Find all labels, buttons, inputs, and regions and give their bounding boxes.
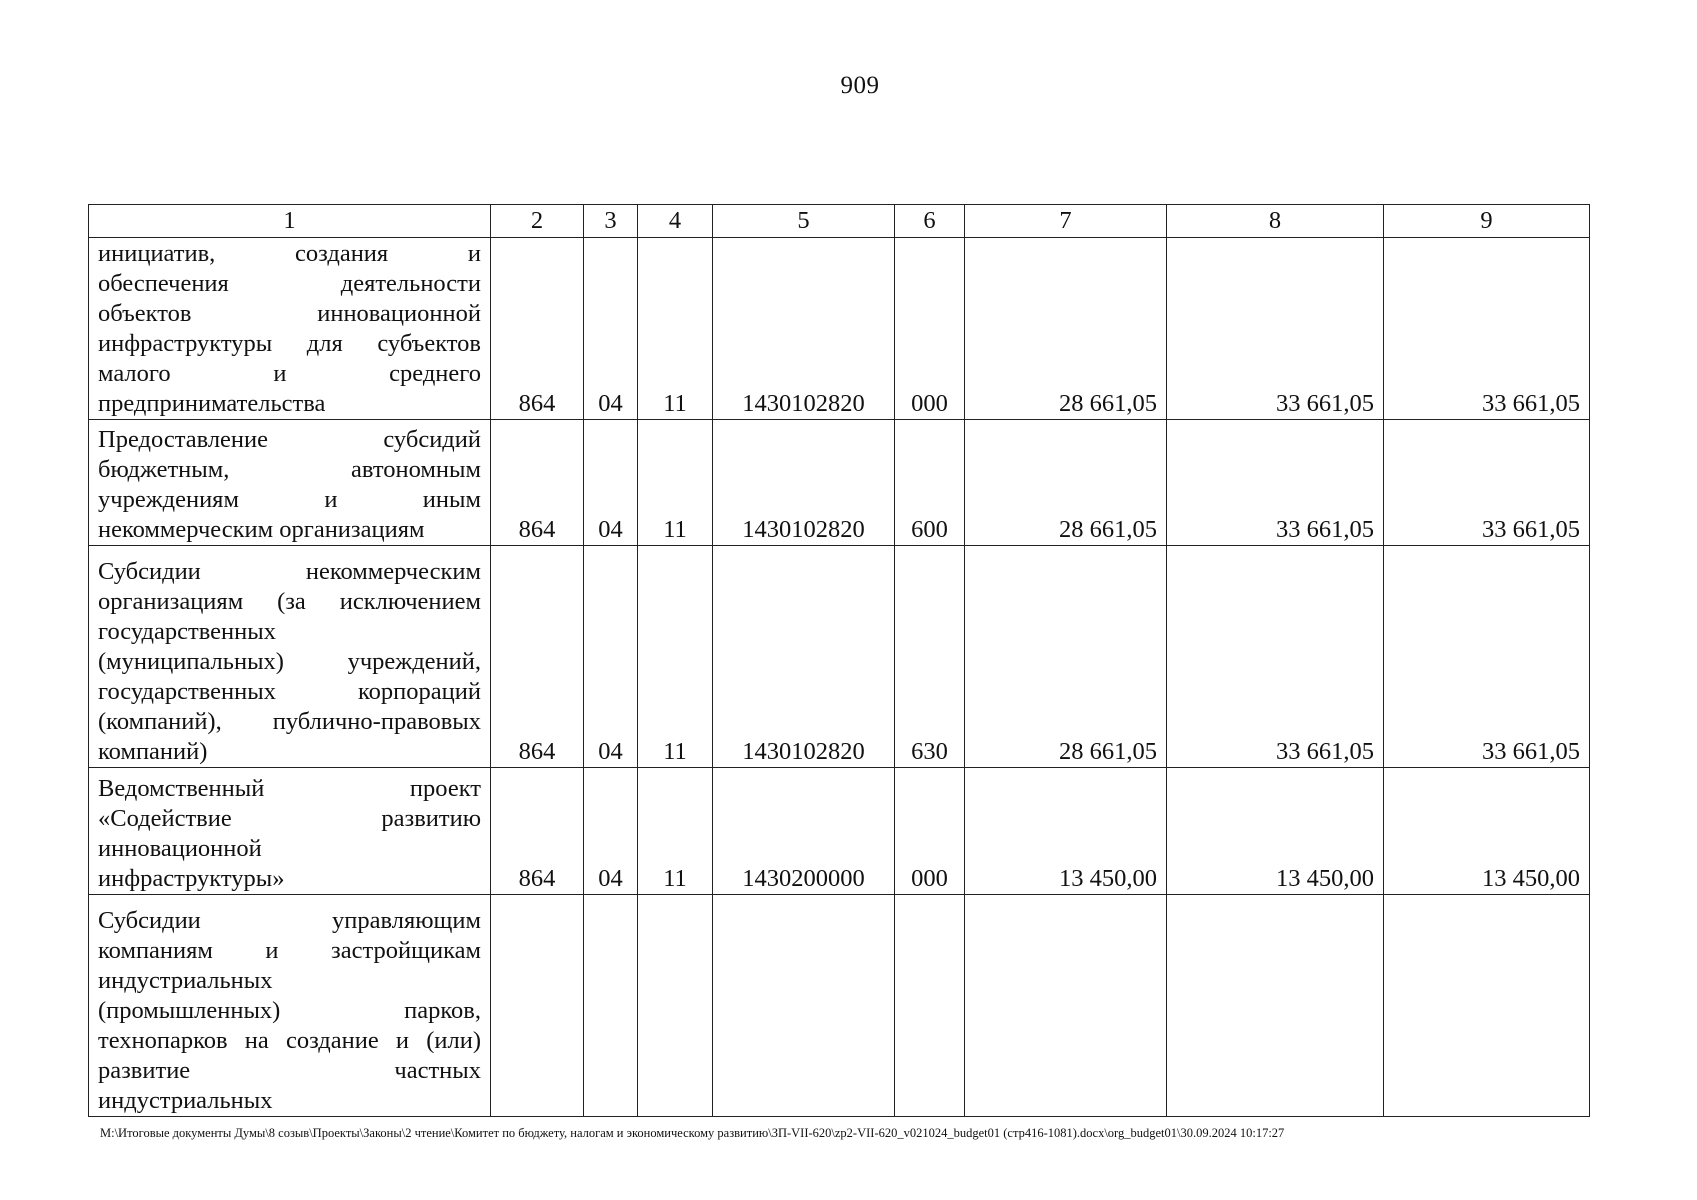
target-article-cell: 1430102820 — [713, 546, 895, 768]
description-line: учреждениям и иным — [98, 486, 481, 513]
column-header: 9 — [1384, 205, 1590, 238]
description-line: инфраструктуры для субъектов — [98, 330, 481, 357]
column-header: 8 — [1167, 205, 1384, 238]
subsection-code-cell: 11 — [638, 768, 713, 895]
row-description — [89, 768, 491, 895]
amount-year3-cell: 33 661,05 — [1384, 238, 1590, 420]
description-line: некоммерческим организациям — [98, 516, 425, 543]
table-row — [89, 238, 1590, 420]
description-line: Ведомственный проект — [98, 775, 481, 802]
description-line: Предоставление субсидий — [98, 426, 481, 453]
amount-year2-cell: 33 661,05 — [1167, 238, 1384, 420]
amount-year2-cell: 33 661,05 — [1167, 420, 1384, 546]
column-header: 1 — [89, 205, 491, 238]
expense-type-cell: 630 — [895, 546, 965, 768]
table-row — [89, 420, 1590, 546]
target-article-cell: 1430102820 — [713, 420, 895, 546]
description-line: инициатив, создания и — [98, 240, 481, 267]
expense-type-cell: 000 — [895, 768, 965, 895]
amount-year3-cell: 33 661,05 — [1384, 546, 1590, 768]
description-line: инновационной — [98, 835, 262, 862]
description-line: (компаний), публично-правовых — [98, 708, 481, 735]
amount-year3-cell: 33 661,05 — [1384, 420, 1590, 546]
amount-year1-cell: 28 661,05 — [965, 238, 1167, 420]
amount-year2-cell: 33 661,05 — [1167, 546, 1384, 768]
description-line: организациям (за исключением — [98, 588, 481, 615]
description-line: государственных корпораций — [98, 678, 481, 705]
description-line: малого и среднего — [98, 360, 481, 387]
table-row — [89, 546, 1590, 768]
file-path-footer: M:\Итоговые документы Думы\8 созыв\Проекты\Законы\2 чтение\Комитет по бюджету, налогам и экономическому развитию\ЗП-VII-620\zp2-VII-620_v021024_budget01 (стр416-1081).docx\org_budget01\30.09.2024 10:17:27 — [100, 1126, 1285, 1140]
description-line: индустриальных — [98, 1087, 273, 1114]
section-code-cell: 04 — [584, 238, 638, 420]
description-line: (муниципальных) учреждений, — [98, 648, 481, 675]
target-article-cell: 1430200000 — [713, 768, 895, 895]
subsection-code-cell: 11 — [638, 238, 713, 420]
column-header: 7 — [965, 205, 1167, 238]
row-description — [89, 238, 491, 420]
description-line: компаниям и застройщикам — [98, 937, 481, 964]
row-description — [89, 420, 491, 546]
department-code-cell — [491, 895, 584, 1117]
expense-type-cell — [895, 895, 965, 1117]
subsection-code-cell — [638, 895, 713, 1117]
description-line: индустриальных — [98, 967, 273, 994]
section-code-cell: 04 — [584, 420, 638, 546]
column-header: 3 — [584, 205, 638, 238]
department-code-cell: 864 — [491, 546, 584, 768]
amount-year3-cell: 13 450,00 — [1384, 768, 1590, 895]
table-row — [89, 895, 1590, 1117]
description-line: Субсидии некоммерческим — [98, 558, 481, 585]
subsection-code-cell: 11 — [638, 546, 713, 768]
description-line: развитие частных — [98, 1057, 481, 1084]
description-line: «Содействие развитию — [98, 805, 481, 832]
description-line: инфраструктуры» — [98, 865, 285, 892]
subsection-code-cell: 11 — [638, 420, 713, 546]
expense-type-cell: 600 — [895, 420, 965, 546]
section-code-cell: 04 — [584, 768, 638, 895]
column-header: 2 — [491, 205, 584, 238]
section-code-cell: 04 — [584, 546, 638, 768]
column-header: 5 — [713, 205, 895, 238]
description-line: компаний) — [98, 738, 208, 765]
description-line: технопарков на создание и (или) — [98, 1027, 481, 1054]
section-code-cell — [584, 895, 638, 1117]
column-header: 6 — [895, 205, 965, 238]
target-article-cell: 1430102820 — [713, 238, 895, 420]
amount-year2-cell — [1167, 895, 1384, 1117]
page-number: 909 — [840, 72, 880, 99]
description-line: обеспечения деятельности — [98, 270, 481, 297]
department-code-cell: 864 — [491, 768, 584, 895]
description-line: (промышленных) парков, — [98, 997, 481, 1024]
table-header-row — [89, 205, 1590, 238]
description-line: объектов инновационной — [98, 300, 481, 327]
amount-year1-cell: 13 450,00 — [965, 768, 1167, 895]
amount-year1-cell: 28 661,05 — [965, 546, 1167, 768]
description-line: предпринимательства — [98, 390, 326, 417]
target-article-cell — [713, 895, 895, 1117]
expense-type-cell: 000 — [895, 238, 965, 420]
department-code-cell: 864 — [491, 238, 584, 420]
amount-year1-cell — [965, 895, 1167, 1117]
description-line: бюджетным, автономным — [98, 456, 481, 483]
description-line: государственных — [98, 618, 276, 645]
table-row — [89, 768, 1590, 895]
column-header: 4 — [638, 205, 713, 238]
department-code-cell: 864 — [491, 420, 584, 546]
description-line: Субсидии управляющим — [98, 907, 481, 934]
amount-year1-cell: 28 661,05 — [965, 420, 1167, 546]
row-description — [89, 546, 491, 768]
amount-year2-cell: 13 450,00 — [1167, 768, 1384, 895]
amount-year3-cell — [1384, 895, 1590, 1117]
budget-table — [88, 204, 1590, 1117]
row-description — [89, 895, 491, 1117]
